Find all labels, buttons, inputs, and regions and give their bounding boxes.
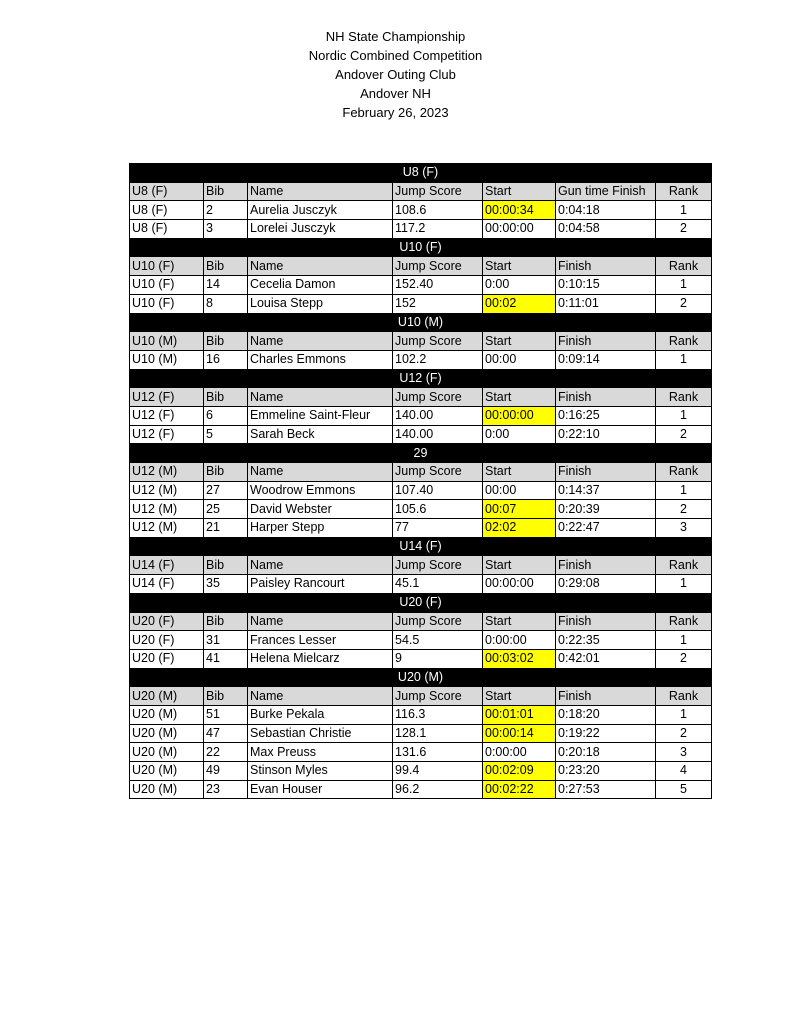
group-title: U10 (F) xyxy=(130,238,712,257)
column-header-bib: Bib xyxy=(204,257,248,276)
column-header-row xyxy=(130,687,712,706)
group-title: U10 (M) xyxy=(130,313,712,332)
group-title-row xyxy=(130,593,712,612)
column-header-name: Name xyxy=(248,556,393,575)
name-cell: Aurelia Jusczyk xyxy=(248,201,393,220)
rank-cell: 1 xyxy=(656,350,712,369)
table-row xyxy=(130,649,712,668)
bib-cell: 6 xyxy=(204,406,248,425)
division-cell: U10 (M) xyxy=(130,350,204,369)
name-cell: Harper Stepp xyxy=(248,519,393,538)
column-header-name: Name xyxy=(248,612,393,631)
club-name: Andover Outing Club xyxy=(335,67,456,82)
group-title: U12 (F) xyxy=(130,369,712,388)
column-header-name: Name xyxy=(248,332,393,351)
rank-cell: 2 xyxy=(656,500,712,519)
division-cell: U12 (F) xyxy=(130,406,204,425)
column-header-row xyxy=(130,612,712,631)
column-header-bib: Bib xyxy=(204,182,248,201)
finish-cell: 0:23:20 xyxy=(556,762,656,781)
rank-cell: 1 xyxy=(656,276,712,295)
start-cell: 00:02:09 xyxy=(483,762,556,781)
jump-score-cell: 9 xyxy=(393,649,483,668)
division-cell: U20 (M) xyxy=(130,762,204,781)
group-title-row xyxy=(130,444,712,463)
jump-score-cell: 152.40 xyxy=(393,276,483,295)
division-cell: U20 (F) xyxy=(130,631,204,650)
division-cell: U12 (M) xyxy=(130,519,204,538)
start-cell: 00:00 xyxy=(483,481,556,500)
group-title-row xyxy=(130,313,712,332)
column-header-finish: Finish xyxy=(556,556,656,575)
table-row xyxy=(130,406,712,425)
rank-cell: 1 xyxy=(656,481,712,500)
bib-cell: 23 xyxy=(204,780,248,799)
table-row xyxy=(130,631,712,650)
bib-cell: 27 xyxy=(204,481,248,500)
column-header-rank: Rank xyxy=(656,388,712,407)
column-header-finish: Finish xyxy=(556,388,656,407)
column-header-row xyxy=(130,463,712,482)
start-cell: 00:02:22 xyxy=(483,780,556,799)
table-row xyxy=(130,425,712,444)
finish-cell: 0:20:39 xyxy=(556,500,656,519)
location: Andover NH xyxy=(360,86,431,101)
rank-cell: 2 xyxy=(656,220,712,239)
jump-score-cell: 108.6 xyxy=(393,201,483,220)
jump-score-cell: 152 xyxy=(393,294,483,313)
column-header-division: U10 (F) xyxy=(130,257,204,276)
competition-title: Nordic Combined Competition xyxy=(308,48,483,63)
start-cell: 0:00 xyxy=(483,425,556,444)
column-header-row xyxy=(130,332,712,351)
column-header-jump-score: Jump Score xyxy=(393,257,483,276)
name-cell: Helena Mielcarz xyxy=(248,649,393,668)
finish-cell: 0:18:20 xyxy=(556,705,656,724)
column-header-start: Start xyxy=(483,182,556,201)
name-cell: Charles Emmons xyxy=(248,350,393,369)
results-body xyxy=(130,164,712,799)
table-row xyxy=(130,519,712,538)
division-cell: U20 (M) xyxy=(130,743,204,762)
column-header-rank: Rank xyxy=(656,687,712,706)
column-header-rank: Rank xyxy=(656,612,712,631)
bib-cell: 2 xyxy=(204,201,248,220)
table-row xyxy=(130,743,712,762)
name-cell: Sarah Beck xyxy=(248,425,393,444)
group-title: U20 (F) xyxy=(130,593,712,612)
division-cell: U12 (M) xyxy=(130,481,204,500)
name-cell: Sebastian Christie xyxy=(248,724,393,743)
start-cell: 0:00:00 xyxy=(483,743,556,762)
jump-score-cell: 77 xyxy=(393,519,483,538)
table-row xyxy=(130,705,712,724)
column-header-start: Start xyxy=(483,687,556,706)
division-cell: U10 (F) xyxy=(130,294,204,313)
column-header-name: Name xyxy=(248,687,393,706)
rank-cell: 1 xyxy=(656,631,712,650)
column-header-name: Name xyxy=(248,463,393,482)
name-cell: Paisley Rancourt xyxy=(248,575,393,594)
name-cell: Emmeline Saint-Fleur xyxy=(248,406,393,425)
column-header-start: Start xyxy=(483,332,556,351)
finish-cell: 0:27:53 xyxy=(556,780,656,799)
column-header-name: Name xyxy=(248,388,393,407)
bib-cell: 35 xyxy=(204,575,248,594)
finish-cell: 0:04:58 xyxy=(556,220,656,239)
column-header-division: U14 (F) xyxy=(130,556,204,575)
table-row xyxy=(130,201,712,220)
division-cell: U20 (M) xyxy=(130,724,204,743)
column-header-division: U12 (M) xyxy=(130,463,204,482)
event-date: February 26, 2023 xyxy=(342,105,449,120)
column-header-rank: Rank xyxy=(656,332,712,351)
championship-title: NH State Championship xyxy=(325,29,466,44)
column-header-bib: Bib xyxy=(204,332,248,351)
bib-cell: 47 xyxy=(204,724,248,743)
jump-score-cell: 45.1 xyxy=(393,575,483,594)
start-cell: 00:00:00 xyxy=(483,220,556,239)
group-title-row xyxy=(130,369,712,388)
column-header-start: Start xyxy=(483,463,556,482)
bib-cell: 3 xyxy=(204,220,248,239)
name-cell: Woodrow Emmons xyxy=(248,481,393,500)
jump-score-cell: 102.2 xyxy=(393,350,483,369)
column-header-bib: Bib xyxy=(204,463,248,482)
division-cell: U10 (F) xyxy=(130,276,204,295)
column-header-rank: Rank xyxy=(656,182,712,201)
finish-cell: 0:20:18 xyxy=(556,743,656,762)
division-cell: U20 (M) xyxy=(130,780,204,799)
table-row xyxy=(130,220,712,239)
column-header-rank: Rank xyxy=(656,463,712,482)
group-title: 29 xyxy=(130,444,712,463)
finish-cell: 0:22:35 xyxy=(556,631,656,650)
rank-cell: 1 xyxy=(656,201,712,220)
bib-cell: 5 xyxy=(204,425,248,444)
column-header-finish: Finish xyxy=(556,332,656,351)
bib-cell: 51 xyxy=(204,705,248,724)
division-cell: U8 (F) xyxy=(130,220,204,239)
jump-score-cell: 96.2 xyxy=(393,780,483,799)
document-header xyxy=(0,27,791,122)
group-title-row xyxy=(130,238,712,257)
column-header-finish: Gun time Finish xyxy=(556,182,656,201)
finish-cell: 0:09:14 xyxy=(556,350,656,369)
column-header-start: Start xyxy=(483,556,556,575)
start-cell: 00:00:00 xyxy=(483,575,556,594)
start-cell: 0:00 xyxy=(483,276,556,295)
name-cell: Cecelia Damon xyxy=(248,276,393,295)
table-row xyxy=(130,500,712,519)
column-header-row xyxy=(130,556,712,575)
column-header-finish: Finish xyxy=(556,687,656,706)
rank-cell: 5 xyxy=(656,780,712,799)
finish-cell: 0:19:22 xyxy=(556,724,656,743)
jump-score-cell: 140.00 xyxy=(393,406,483,425)
column-header-row xyxy=(130,182,712,201)
finish-cell: 0:42:01 xyxy=(556,649,656,668)
division-cell: U20 (M) xyxy=(130,705,204,724)
start-cell: 00:03:02 xyxy=(483,649,556,668)
column-header-bib: Bib xyxy=(204,612,248,631)
division-cell: U8 (F) xyxy=(130,201,204,220)
column-header-bib: Bib xyxy=(204,556,248,575)
column-header-bib: Bib xyxy=(204,687,248,706)
division-cell: U12 (F) xyxy=(130,425,204,444)
rank-cell: 1 xyxy=(656,406,712,425)
jump-score-cell: 117.2 xyxy=(393,220,483,239)
column-header-division: U20 (F) xyxy=(130,612,204,631)
rank-cell: 2 xyxy=(656,294,712,313)
bib-cell: 21 xyxy=(204,519,248,538)
column-header-division: U8 (F) xyxy=(130,182,204,201)
start-cell: 00:00 xyxy=(483,350,556,369)
column-header-start: Start xyxy=(483,612,556,631)
finish-cell: 0:16:25 xyxy=(556,406,656,425)
division-cell: U14 (F) xyxy=(130,575,204,594)
rank-cell: 1 xyxy=(656,705,712,724)
finish-cell: 0:22:10 xyxy=(556,425,656,444)
rank-cell: 1 xyxy=(656,575,712,594)
column-header-jump-score: Jump Score xyxy=(393,388,483,407)
jump-score-cell: 116.3 xyxy=(393,705,483,724)
start-cell: 00:00:34 xyxy=(483,201,556,220)
name-cell: Louisa Stepp xyxy=(248,294,393,313)
column-header-division: U10 (M) xyxy=(130,332,204,351)
bib-cell: 22 xyxy=(204,743,248,762)
name-cell: David Webster xyxy=(248,500,393,519)
rank-cell: 2 xyxy=(656,425,712,444)
start-cell: 0:00:00 xyxy=(483,631,556,650)
name-cell: Evan Houser xyxy=(248,780,393,799)
column-header-division: U12 (F) xyxy=(130,388,204,407)
start-cell: 00:00:14 xyxy=(483,724,556,743)
bib-cell: 25 xyxy=(204,500,248,519)
start-cell: 00:00:00 xyxy=(483,406,556,425)
column-header-finish: Finish xyxy=(556,257,656,276)
jump-score-cell: 54.5 xyxy=(393,631,483,650)
column-header-jump-score: Jump Score xyxy=(393,612,483,631)
finish-cell: 0:04:18 xyxy=(556,201,656,220)
table-row xyxy=(130,575,712,594)
column-header-division: U20 (M) xyxy=(130,687,204,706)
group-title: U14 (F) xyxy=(130,537,712,556)
column-header-jump-score: Jump Score xyxy=(393,182,483,201)
jump-score-cell: 128.1 xyxy=(393,724,483,743)
column-header-finish: Finish xyxy=(556,463,656,482)
bib-cell: 31 xyxy=(204,631,248,650)
group-title-row xyxy=(130,668,712,687)
column-header-jump-score: Jump Score xyxy=(393,687,483,706)
column-header-jump-score: Jump Score xyxy=(393,332,483,351)
name-cell: Stinson Myles xyxy=(248,762,393,781)
start-cell: 02:02 xyxy=(483,519,556,538)
column-header-rank: Rank xyxy=(656,257,712,276)
rank-cell: 3 xyxy=(656,743,712,762)
table-row xyxy=(130,294,712,313)
table-row xyxy=(130,724,712,743)
rank-cell: 3 xyxy=(656,519,712,538)
group-title-row xyxy=(130,537,712,556)
finish-cell: 0:10:15 xyxy=(556,276,656,295)
column-header-start: Start xyxy=(483,388,556,407)
start-cell: 00:01:01 xyxy=(483,705,556,724)
name-cell: Burke Pekala xyxy=(248,705,393,724)
column-header-name: Name xyxy=(248,257,393,276)
jump-score-cell: 140.00 xyxy=(393,425,483,444)
start-cell: 00:02 xyxy=(483,294,556,313)
name-cell: Frances Lesser xyxy=(248,631,393,650)
group-title: U20 (M) xyxy=(130,668,712,687)
column-header-row xyxy=(130,388,712,407)
bib-cell: 8 xyxy=(204,294,248,313)
finish-cell: 0:29:08 xyxy=(556,575,656,594)
group-title-row xyxy=(130,164,712,183)
rank-cell: 4 xyxy=(656,762,712,781)
group-title: U8 (F) xyxy=(130,164,712,183)
column-header-rank: Rank xyxy=(656,556,712,575)
division-cell: U20 (F) xyxy=(130,649,204,668)
bib-cell: 49 xyxy=(204,762,248,781)
table-row xyxy=(130,350,712,369)
results-table xyxy=(129,163,712,799)
column-header-row xyxy=(130,257,712,276)
column-header-name: Name xyxy=(248,182,393,201)
name-cell: Max Preuss xyxy=(248,743,393,762)
jump-score-cell: 99.4 xyxy=(393,762,483,781)
rank-cell: 2 xyxy=(656,724,712,743)
column-header-bib: Bib xyxy=(204,388,248,407)
column-header-start: Start xyxy=(483,257,556,276)
finish-cell: 0:22:47 xyxy=(556,519,656,538)
rank-cell: 2 xyxy=(656,649,712,668)
column-header-jump-score: Jump Score xyxy=(393,556,483,575)
jump-score-cell: 131.6 xyxy=(393,743,483,762)
finish-cell: 0:14:37 xyxy=(556,481,656,500)
bib-cell: 41 xyxy=(204,649,248,668)
start-cell: 00:07 xyxy=(483,500,556,519)
division-cell: U12 (M) xyxy=(130,500,204,519)
table-row xyxy=(130,780,712,799)
jump-score-cell: 105.6 xyxy=(393,500,483,519)
finish-cell: 0:11:01 xyxy=(556,294,656,313)
table-row xyxy=(130,276,712,295)
bib-cell: 14 xyxy=(204,276,248,295)
column-header-finish: Finish xyxy=(556,612,656,631)
table-row xyxy=(130,762,712,781)
name-cell: Lorelei Jusczyk xyxy=(248,220,393,239)
jump-score-cell: 107.40 xyxy=(393,481,483,500)
bib-cell: 16 xyxy=(204,350,248,369)
column-header-jump-score: Jump Score xyxy=(393,463,483,482)
table-row xyxy=(130,481,712,500)
